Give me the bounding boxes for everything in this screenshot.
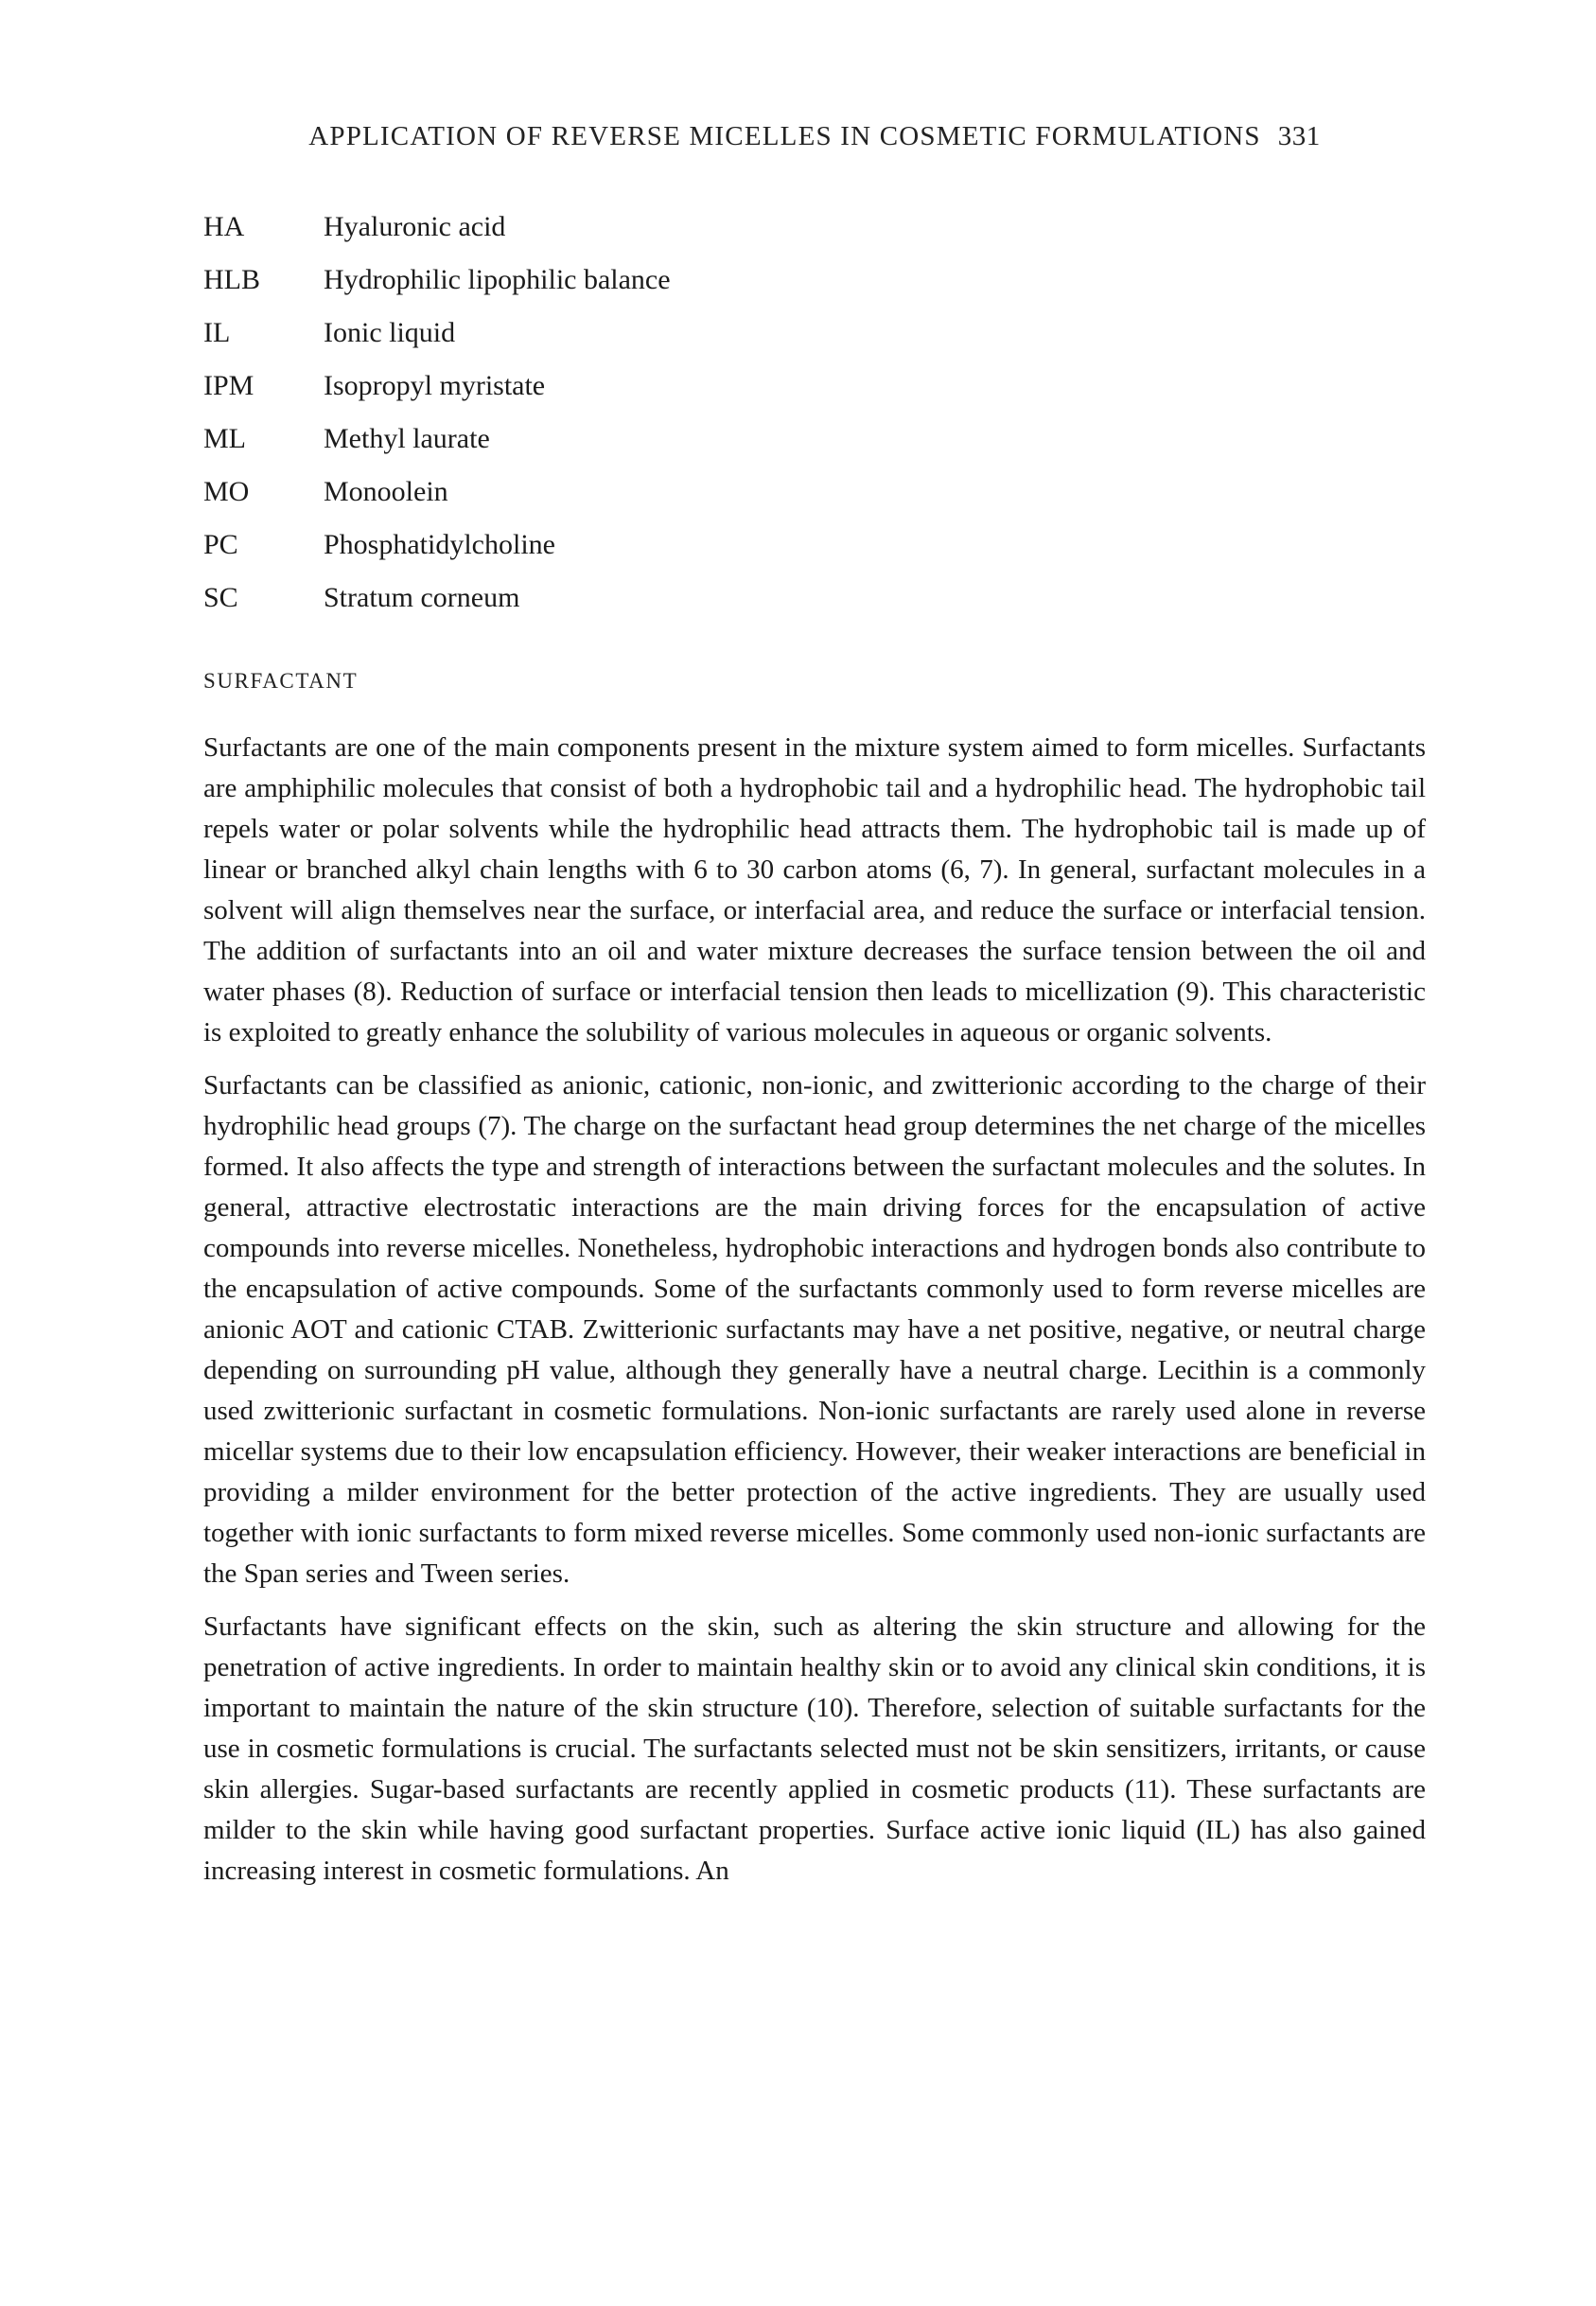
- abbreviation-code: SC: [203, 582, 238, 613]
- abbreviation-code: PC: [203, 529, 238, 560]
- abbreviation-code: MO: [203, 476, 250, 507]
- page-number: 331: [1277, 121, 1321, 151]
- abbreviation-row: [203, 582, 1426, 614]
- abbreviation-row: [203, 423, 1426, 455]
- abbreviation-definition: Hydrophilic lipophilic balance: [324, 264, 671, 295]
- abbreviation-definition: Isopropyl myristate: [324, 370, 546, 401]
- abbreviation-list: [203, 211, 1426, 614]
- abbreviation-row: [203, 529, 1426, 561]
- abbreviation-definition: Monoolein: [324, 476, 448, 507]
- abbreviation-row: [203, 370, 1426, 402]
- abbreviation-row: [203, 211, 1426, 243]
- body-paragraph: Surfactants have significant effects on the skin, such as altering the skin structure and allowing for the penetration of active ingredients. In order to maintain healthy skin or to avoid any clinical skin conditions, it is important to maintain the nature of the skin structure (10). Therefore, selection of suitable surfactants for the use in cosmetic formulations is crucial. The surfactants selected must not be skin sensitizers, irritants, or cause skin allergies. Sugar-based surfactants are recently applied in cosmetic products (11). These surfactants are milder to the skin while having good surfactant properties. Surface active ionic liquid (IL) has also gained increasing interest in cosmetic formulations. An: [203, 1611, 1426, 1886]
- abbreviation-definition: Ionic liquid: [324, 317, 456, 348]
- abbreviation-definition: Methyl laurate: [324, 423, 490, 454]
- body-paragraph: Surfactants can be classified as anionic, cationic, non-ionic, and zwitterionic according to the charge of their hydrophilic head groups (7). The charge on the surfactant head group determines the net charge of the micelles formed. It also affects the type and strength of interactions between the surfactant molecules and the solutes. In general, attractive electrostatic interactions are the main driving forces for the encapsulation of active compounds into reverse micelles. Nonetheless, hydrophobic interactions and hydrogen bonds also contribute to the encapsulation of active compounds. Some of the surfactants commonly used to form reverse micelles are anionic AOT and cationic CTAB. Zwitterionic surfactants may have a net positive, negative, or neutral charge depending on surrounding pH value, although they generally have a neutral charge. Lecithin is a commonly used zwitterionic surfactant in cosmetic formulations. Non-ionic surfactants are rarely used alone in reverse micellar systems due to their low encapsulation efficiency. However, their weaker interactions are beneficial in providing a milder environment for the better protection of the active ingredients. They are usually used together with ionic surfactants to form mixed reverse micelles. Some commonly used non-ionic surfactants are the Span series and Tween series.: [203, 1070, 1426, 1589]
- section-heading: SURFACTANT: [203, 669, 359, 693]
- abbreviation-row: [203, 264, 1426, 296]
- body-paragraph: Surfactants are one of the main components present in the mixture system aimed to form micelles. Surfactants are amphiphilic molecules that consist of both a hydrophobic tail and a hydrophilic head. The hydrophobic tail repels water or polar solvents while the hydrophilic head attracts them. The hydrophobic tail is made up of linear or branched alkyl chain lengths with 6 to 30 carbon atoms (6, 7). In general, surfactant molecules in a solvent will align themselves near the surface, or interfacial area, and reduce the surface or interfacial tension. The addition of surfactants into an oil and water mixture decreases the surface tension between the oil and water phases (8). Reduction of surface or interfacial tension then leads to micellization (9). This characteristic is exploited to greatly enhance the solubility of various molecules in aqueous or organic solvents.: [203, 732, 1426, 1047]
- running-head: [203, 121, 1426, 152]
- abbreviation-code: HA: [203, 211, 245, 242]
- body-text: [203, 728, 1426, 1892]
- abbreviation-definition: Hyaluronic acid: [324, 211, 506, 242]
- running-head-title: APPLICATION OF REVERSE MICELLES IN COSMETIC FORMULATIONS: [308, 121, 1261, 151]
- abbreviation-row: [203, 476, 1426, 508]
- abbreviation-code: IL: [203, 317, 231, 348]
- abbreviation-row: [203, 317, 1426, 349]
- abbreviation-definition: Phosphatidylcholine: [324, 529, 555, 560]
- abbreviation-code: ML: [203, 423, 246, 454]
- abbreviation-code: HLB: [203, 264, 260, 295]
- abbreviation-definition: Stratum corneum: [324, 582, 520, 613]
- abbreviation-code: IPM: [203, 370, 254, 401]
